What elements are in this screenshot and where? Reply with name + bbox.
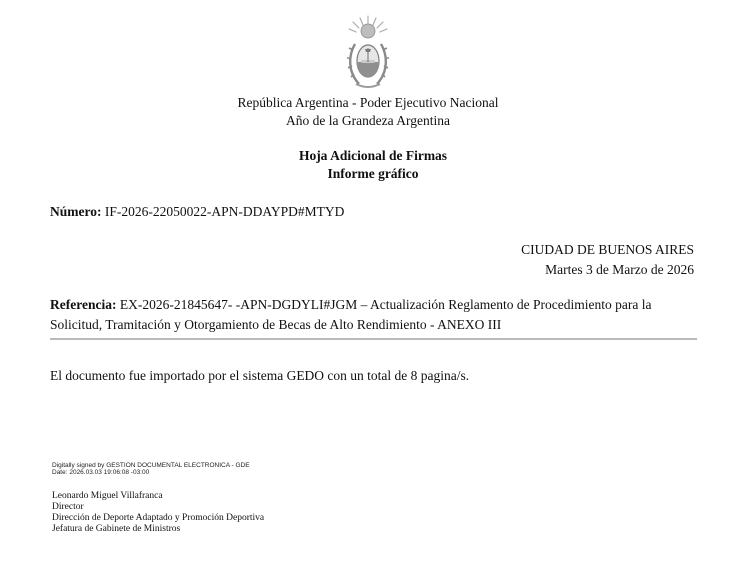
date-text: Martes 3 de Marzo de 2026	[545, 262, 694, 277]
digital-signature-stamp	[52, 462, 250, 476]
referencia-block	[50, 295, 700, 335]
referencia-label: Referencia:	[50, 297, 117, 312]
section-divider	[50, 338, 697, 340]
header-line-1: República Argentina - Poder Ejecutivo Nacional	[237, 95, 499, 110]
argentina-coat-of-arms-icon	[345, 14, 391, 92]
document-subtitle: Informe gráfico	[327, 166, 419, 181]
location-text: CIUDAD DE BUENOS AIRES	[521, 242, 694, 257]
numero-label: Número:	[50, 204, 102, 219]
signer-role: Director	[52, 502, 84, 512]
signer-block	[52, 491, 264, 535]
numero-value: IF-2026-22050022-APN-DDAYPD#MTYD	[104, 204, 345, 219]
digital-signature-line-1: Digitally signed by GESTION DOCUMENTAL ELECTRONICA - GDE	[52, 462, 250, 469]
signer-name: Leonardo Miguel Villafranca	[52, 491, 163, 501]
numero-line	[50, 203, 344, 221]
document-title: Hoja Adicional de Firmas	[298, 148, 448, 163]
header-line-2: Año de la Grandeza Argentina	[286, 113, 450, 128]
signer-agency: Jefatura de Gabinete de Ministros	[52, 524, 181, 534]
referencia-text: EX-2026-21845647- -APN-DGDYLI#JGM – Actualización Reglamento de Procedimiento para la Solicitud, Tramitación y Otorgamiento de Becas de Alto Rendimiento - ANEXO III	[50, 297, 652, 332]
signer-office: Dirección de Deporte Adaptado y Promoción Deportiva	[52, 513, 265, 523]
body-text: El documento fue importado por el sistema GEDO con un total de 8 pagina/s.	[50, 368, 470, 383]
digital-signature-date: Date: 2026.03.03 19:06:08 -03:00	[52, 469, 150, 476]
